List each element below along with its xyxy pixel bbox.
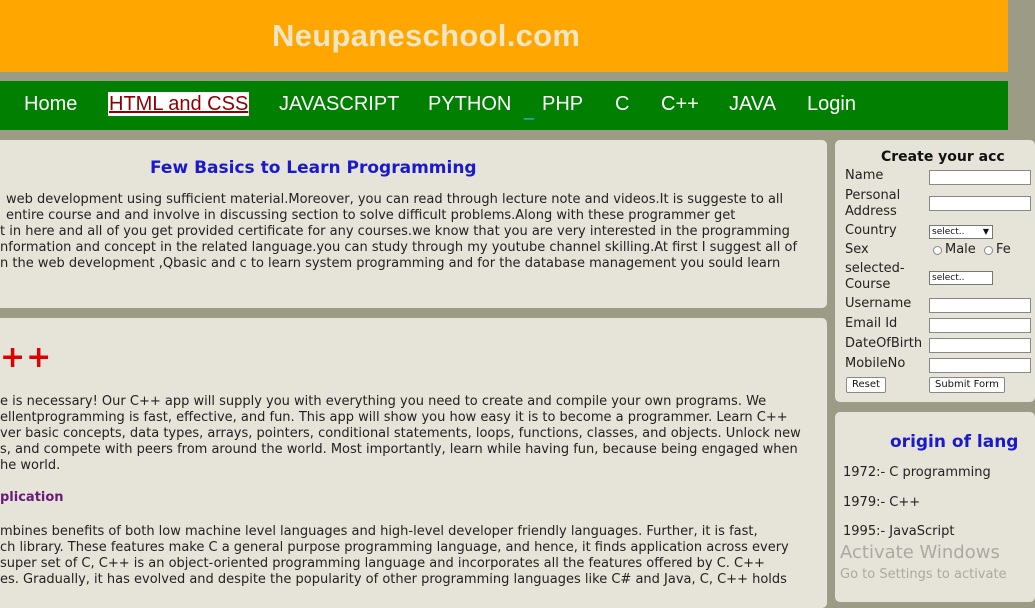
course-label: selected-Course <box>845 261 905 292</box>
country-select-value: select.. <box>932 227 965 237</box>
cpp-text-line: super set of C, C++ is an object-oriented programming language and incorporates all the features offered by C. C++ <box>0 556 765 571</box>
username-input[interactable] <box>929 298 1031 313</box>
nav-item-home[interactable]: Home <box>24 93 78 115</box>
username-label: Username <box>845 296 912 311</box>
intro-text-line: n the web development ,Qbasic and c to learn system programming and for the database management you sould learn <box>0 256 781 271</box>
main-nav <box>0 81 1008 130</box>
course-select-value: select.. <box>932 273 965 283</box>
form-title: Create your acc <box>881 149 1005 165</box>
cpp-text-line: es. Gradually, it has evolved and despite the popularity of other programming languages like C# and Java, C, C++ holds <box>0 572 787 587</box>
mobile-label: MobileNo <box>845 356 906 371</box>
site-header <box>0 0 1008 72</box>
male-radio-label: Male <box>945 242 976 257</box>
cpp-heading: ++ <box>0 340 53 375</box>
nav-item-javascript[interactable]: JAVASCRIPT <box>279 93 400 115</box>
cpp-panel <box>0 318 827 608</box>
sex-label: Sex <box>845 242 869 257</box>
email-input[interactable] <box>929 318 1031 333</box>
activate-windows-subtitle: Go to Settings to activate <box>840 567 1007 582</box>
cpp-text-line: he world. <box>0 458 61 473</box>
nav-item-java[interactable]: JAVA <box>729 93 777 115</box>
country-label: Country <box>845 223 897 238</box>
cpp-text-line: ellentprogramming is fast, effective, and fun. This app will show you how easy it is to become a programmer. Learn C++ <box>0 410 788 425</box>
nav-link-underscore[interactable]: _ <box>524 100 535 120</box>
origin-title: origin of lang <box>890 432 1019 452</box>
origin-item: 1972:- C programming <box>843 465 991 480</box>
reset-button[interactable]: Reset <box>846 377 886 393</box>
nav-item-c[interactable]: C <box>615 93 630 115</box>
cpp-text-line: ver basic concepts, data types, arrays, pointers, conditional statements, loops, functions, classes, and objects. Unlock new <box>0 426 801 441</box>
name-input[interactable] <box>929 170 1031 185</box>
cpp-text-line: ch library. These features make C a general purpose programming language, and hence, it finds application across every <box>0 540 789 555</box>
address-label: Personal Address <box>845 188 901 219</box>
name-label: Name <box>845 168 884 183</box>
nav-item-cpp[interactable]: C++ <box>661 93 699 115</box>
nav-item-html-css[interactable]: HTML and CSS <box>109 93 249 115</box>
intro-text-line: t in here and all of you get provided certificate for any courses.we know that you are very interested in the programming <box>0 224 790 239</box>
female-radio-label: Fe <box>996 242 1011 257</box>
intro-text-line: web development using sufficient material.Moreover, you can read through lecture note and videos.It is suggeste to all <box>6 192 784 207</box>
country-select[interactable] <box>929 225 993 239</box>
intro-text-line: entire course and and involve in discussing section to solve difficult problems.Along with these programmer get <box>6 208 736 223</box>
dob-input[interactable] <box>929 338 1031 353</box>
origin-item: 1995:- JavaScript <box>843 524 955 539</box>
course-select[interactable] <box>929 271 993 285</box>
submit-form-button[interactable]: Submit Form <box>929 377 1005 393</box>
nav-item-python[interactable]: PYTHON <box>428 93 512 115</box>
intro-title: Few Basics to Learn Programming <box>150 158 477 178</box>
cpp-text-line: mbines benefits of both low machine level languages and high-level developer friendly languages. Further, it is fast, <box>0 524 758 539</box>
male-radio[interactable] <box>933 246 942 255</box>
cpp-text-line: s, and compete with peers from around the world. Most importantly, learn while having fun, because being engaged when <box>0 442 798 457</box>
chevron-down-icon: ▼ <box>982 227 989 236</box>
intro-panel <box>0 140 827 308</box>
address-input[interactable] <box>929 196 1031 211</box>
nav-item-login[interactable]: Login <box>807 93 856 115</box>
mobile-input[interactable] <box>929 358 1031 373</box>
registration-form <box>835 140 1035 402</box>
female-radio[interactable] <box>984 246 993 255</box>
intro-text-line: nformation and concept in the related language.you can study through my youtube channel skilling.At first I suggest all of <box>0 240 798 255</box>
nav-item-php[interactable]: PHP <box>542 93 584 115</box>
cpp-text-line: e is necessary! Our C++ app will supply you with everything you need to create and compile your own programs. We <box>0 394 767 409</box>
email-label: Email Id <box>845 316 898 331</box>
dob-label: DateOfBirth <box>845 336 923 351</box>
origin-item: 1979:- C++ <box>843 495 921 510</box>
cpp-subheading: plication <box>0 490 64 505</box>
activate-windows-watermark: Activate Windows <box>840 542 1000 563</box>
site-title[interactable]: Neupaneschool.com <box>272 18 581 53</box>
